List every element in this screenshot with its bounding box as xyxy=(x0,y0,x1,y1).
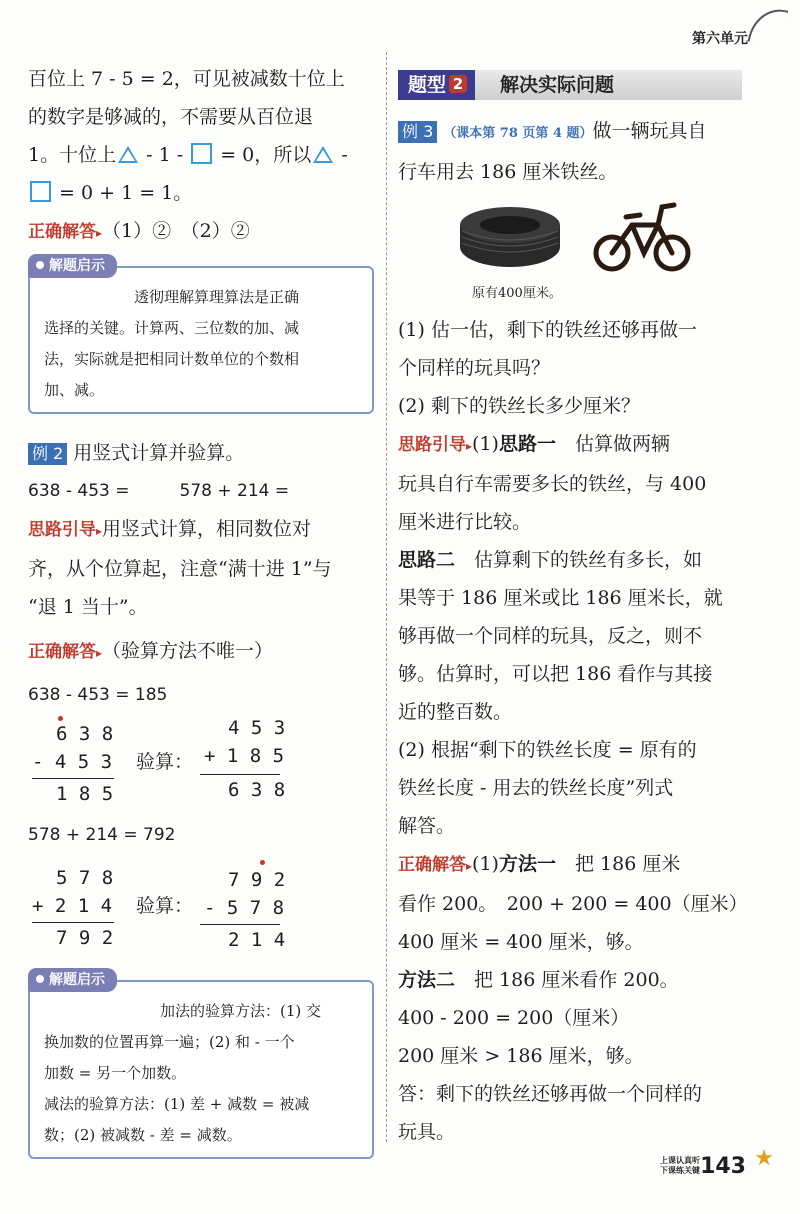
text-line: 果等于 186 厘米或比 186 厘米长，就 xyxy=(398,587,723,609)
answer-line: 正确解答▸(1)方法一 把 186 厘米 xyxy=(398,853,681,875)
example-label: 例 2 xyxy=(28,443,67,465)
banner-tag: 题型 2 xyxy=(398,70,475,100)
calc-row: - 5 7 8 xyxy=(204,897,285,919)
calc-rule xyxy=(200,774,280,775)
star-icon: ★ xyxy=(754,1146,774,1171)
text-line: 400 厘米 = 400 厘米，够。 xyxy=(398,931,644,953)
text-line: 看作 200。 200 + 200 = 400（厘米） xyxy=(398,893,748,915)
check-label: 验算： xyxy=(136,751,194,773)
guide-label: 思路引导▸ xyxy=(398,435,473,455)
text-line: “退 1 当十”。 xyxy=(28,596,148,618)
example-heading: 例 2 用竖式计算并验算。 xyxy=(28,434,374,472)
hint-tag: 解题启示 xyxy=(28,254,117,278)
hint-line: 选择的关键。计算两、三位数的加、减 xyxy=(44,319,300,337)
example-label: 例 3 xyxy=(398,121,437,143)
page-number: 143 xyxy=(700,1154,746,1179)
footer-slogan: 上课认真听 下课练关键 xyxy=(660,1156,700,1175)
square-blank-icon xyxy=(30,181,51,202)
text-line: 200 厘米 > 186 厘米，够。 xyxy=(398,1045,644,1067)
image-caption: 原有400厘米。 xyxy=(472,286,562,301)
calc-row: + 2 1 4 xyxy=(32,895,113,917)
text-line: 够。估算时，可以把 186 看作与其接 xyxy=(398,663,713,685)
hint-line: 数；(2) 被减数 - 差 = 减数。 xyxy=(44,1126,242,1144)
answer-label: 正确解答▸ xyxy=(28,222,103,242)
text-line: 的数字是够减的，不需要从百位退 xyxy=(28,106,314,128)
bullet-icon xyxy=(36,261,44,269)
right-column xyxy=(398,112,750,1151)
borrow-dot xyxy=(260,860,265,865)
text-line: (2) 根据“剩下的铁丝长度 = 原有的 xyxy=(398,739,697,761)
check-label: 验算： xyxy=(136,895,194,917)
guide-label: 思路引导▸ xyxy=(28,520,103,540)
section-banner xyxy=(398,70,742,100)
answer-label: 正确解答▸ xyxy=(28,642,103,662)
banner-number: 2 xyxy=(449,75,467,93)
calc-row: 5 7 8 xyxy=(56,867,114,889)
calc-row: 6 3 8 xyxy=(56,723,114,745)
hint-line: 加法的验算方法：(1) 交 xyxy=(160,1002,322,1020)
calc-row: 4 5 3 xyxy=(228,717,286,739)
banner-title: 解决实际问题 xyxy=(500,74,615,96)
hint-line: 换加数的位置再算一遍；(2) 和 - 一个 xyxy=(44,1033,295,1051)
hint-line: 加数 = 另一个加数。 xyxy=(44,1064,187,1082)
vertical-calculation-1 xyxy=(28,714,374,816)
text-line: 厘米进行比较。 xyxy=(398,511,532,533)
text-line: 400 - 200 = 200（厘米） xyxy=(398,1007,630,1029)
answer-label: 正确解答▸ xyxy=(398,855,473,875)
bullet-icon xyxy=(36,975,44,983)
bicycle-icon xyxy=(588,191,698,281)
left-column xyxy=(28,60,374,1163)
question-line: 个同样的玩具吗？ xyxy=(398,357,551,379)
example-heading: 例 3 （课本第 78 页第 4 题）做一辆玩具自 xyxy=(398,112,750,153)
text-line: 百位上 7 - 5 = 2，可见被减数十位上 xyxy=(28,68,345,90)
question-line: 638 - 453 = 578 + 214 = xyxy=(28,481,290,501)
text-line: 近的整百数。 xyxy=(398,701,513,723)
text-line: 玩具自行车需要多长的铁丝，与 400 xyxy=(398,473,707,495)
text-line: 行车用去 186 厘米铁丝。 xyxy=(398,161,618,183)
calc-row: 6 3 8 xyxy=(228,779,286,801)
example-source: （课本第 78 页第 4 题） xyxy=(443,126,593,141)
calc-row: 7 9 2 xyxy=(228,869,286,891)
calc-rule xyxy=(200,924,280,925)
equation: 578 + 214 = 792 xyxy=(28,825,176,845)
calc-row: 7 9 2 xyxy=(56,927,114,949)
page-corner-decoration xyxy=(748,6,789,47)
hint-box xyxy=(28,258,374,414)
guide-line: 思路引导▸(1)思路一 估算做两辆 xyxy=(398,433,670,455)
unit-title: 第六单元 xyxy=(692,31,748,47)
text-line: 1。十位上 - 1 - = 0，所以 - xyxy=(28,144,348,166)
hint-line: 法，实际就是把相同计数单位的个数相 xyxy=(44,350,300,368)
hint-box xyxy=(28,972,374,1159)
column-divider xyxy=(386,52,387,1142)
answer-line: 正确解答▸（1）② （2）② xyxy=(28,220,250,242)
text-line: = 0 + 1 = 1。 xyxy=(28,174,374,212)
text-line: 方法二 把 186 厘米看作 200。 xyxy=(398,969,679,991)
text-line: 够再做一个同样的玩具，反之，则不 xyxy=(398,625,703,647)
hint-tag: 解题启示 xyxy=(28,968,117,992)
calc-row: + 1 8 5 xyxy=(204,745,285,767)
guide-line: 思路引导▸用竖式计算，相同数位对 xyxy=(28,518,312,540)
calc-rule xyxy=(32,778,114,779)
triangle-blank-icon xyxy=(313,146,333,163)
square-blank-icon xyxy=(191,143,212,164)
equation: 638 - 453 = 185 xyxy=(28,685,168,705)
vertical-calculation-2 xyxy=(28,860,374,962)
text-line: 答：剩下的铁丝还够再做一个同样的 xyxy=(398,1083,703,1105)
text-line: 齐，从个位算起，注意“满十进 1”与 xyxy=(28,558,332,580)
hint-line: 减法的验算方法：(1) 差 + 减数 = 被减 xyxy=(44,1095,310,1113)
answer-line: 正确解答▸（验算方法不唯一） xyxy=(28,640,274,662)
illustration xyxy=(398,191,750,311)
hint-line: 透彻理解算理算法是正确 xyxy=(134,288,300,306)
text-line: 玩具。 xyxy=(398,1121,456,1143)
hint-line: 加、减。 xyxy=(44,381,105,399)
text-line: 铁丝长度 - 用去的铁丝长度”列式 xyxy=(398,777,674,799)
calc-row: 1 8 5 xyxy=(56,783,114,805)
question-line: (2) 剩下的铁丝长多少厘米？ xyxy=(398,395,640,417)
calc-rule xyxy=(32,922,114,923)
calc-row: 2 1 4 xyxy=(228,929,286,951)
calc-row: - 4 5 3 xyxy=(32,751,113,773)
triangle-blank-icon xyxy=(118,146,138,163)
question-line: (1) 估一估，剩下的铁丝还够再做一 xyxy=(398,319,697,341)
text-line: 解答。 xyxy=(398,815,456,837)
text-line: 思路二 估算剩下的铁丝有多长，如 xyxy=(398,549,703,571)
